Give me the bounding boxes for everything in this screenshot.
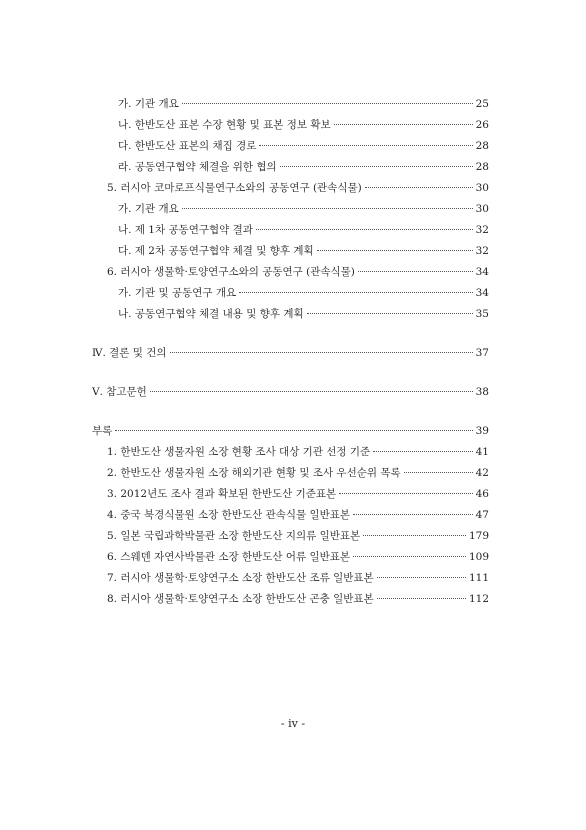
toc-entry xyxy=(107,550,489,564)
toc-chapter-entry xyxy=(92,346,489,360)
toc-label: 2. 한반도산 생물자원 소장 해외기관 현황 및 조사 우선순위 목록 xyxy=(107,467,401,479)
dot-leader xyxy=(365,187,473,188)
toc-page-number: 35 xyxy=(475,308,489,320)
toc-entry xyxy=(118,307,489,321)
dot-leader xyxy=(280,166,473,167)
toc-label: 다. 한반도산 표본의 채집 경로 xyxy=(118,140,257,152)
toc-entry xyxy=(118,118,489,132)
dot-leader xyxy=(353,514,473,515)
toc-label: 6. 러시아 생물학·토양연구소와의 공동연구 (관속식물) xyxy=(107,266,355,278)
toc-entry xyxy=(107,445,489,459)
toc-label: Ⅴ. 참고문헌 xyxy=(92,386,147,398)
toc-entry xyxy=(118,202,489,216)
dot-leader xyxy=(377,598,466,599)
toc-label: 3. 2012년도 조사 결과 확보된 한반도산 기준표본 xyxy=(107,488,337,500)
dot-leader xyxy=(182,208,473,209)
toc-page-number: 34 xyxy=(475,287,489,299)
toc-page-number: 32 xyxy=(475,245,489,257)
toc-page-number: 47 xyxy=(475,509,489,521)
toc-page-number: 26 xyxy=(475,119,489,131)
toc-label: 1. 한반도산 생물자원 소장 현황 조사 대상 기관 선정 기준 xyxy=(107,446,371,458)
toc-page-number: 41 xyxy=(475,446,489,458)
toc-entry xyxy=(118,160,489,174)
toc-page-number: 37 xyxy=(475,347,489,359)
toc-page-number: 179 xyxy=(468,530,489,542)
toc-label: 5. 러시아 코마로프식물연구소와의 공동연구 (관속식물) xyxy=(107,182,362,194)
toc-chapter-entry xyxy=(92,385,489,399)
dot-leader xyxy=(182,103,473,104)
toc-page-number: 112 xyxy=(468,593,489,605)
toc-page-number: 25 xyxy=(475,98,489,110)
dot-leader xyxy=(373,451,472,452)
dot-leader xyxy=(363,535,466,536)
dot-leader xyxy=(339,493,472,494)
toc-page-number: 42 xyxy=(475,467,489,479)
dot-leader xyxy=(150,391,473,392)
toc-entry xyxy=(118,286,489,300)
toc-page-number: 30 xyxy=(475,182,489,194)
dot-leader xyxy=(353,556,466,557)
dot-leader xyxy=(170,352,473,353)
dot-leader xyxy=(377,577,466,578)
dot-leader xyxy=(256,229,473,230)
toc-entry xyxy=(107,508,489,522)
toc-entry xyxy=(107,592,489,606)
toc-page-number: 109 xyxy=(468,551,489,563)
dot-leader xyxy=(404,472,473,473)
toc-page-number: 38 xyxy=(475,386,489,398)
toc-label: 가. 기관 개요 xyxy=(118,98,179,110)
toc-entry xyxy=(107,181,489,195)
dot-leader xyxy=(307,313,473,314)
dot-leader xyxy=(334,124,473,125)
toc-page-number: 34 xyxy=(475,266,489,278)
toc-label: 4. 중국 북경식물원 소장 한반도산 관속식물 일반표본 xyxy=(107,509,351,521)
toc-entry xyxy=(107,265,489,279)
toc-label: 6. 스웨덴 자연사박물관 소장 한반도산 어류 일반표본 xyxy=(107,551,351,563)
toc-entry xyxy=(107,466,489,480)
dot-leader xyxy=(259,145,472,146)
toc-label: 부록 xyxy=(92,425,113,437)
toc-page-number: 32 xyxy=(475,224,489,236)
toc-entry xyxy=(107,487,489,501)
toc-page-number: 39 xyxy=(475,425,489,437)
toc-label: 7. 러시아 생물학·토양연구소 소장 한반도산 조류 일반표본 xyxy=(107,572,374,584)
toc-page-number: 46 xyxy=(475,488,489,500)
dot-leader xyxy=(115,430,472,431)
toc-entry xyxy=(107,571,489,585)
toc-page-number: 28 xyxy=(475,161,489,173)
toc-label: 라. 공동연구협약 체결을 위한 협의 xyxy=(118,161,277,173)
toc-label: Ⅳ. 결론 및 건의 xyxy=(92,347,167,359)
toc-page-number: 111 xyxy=(468,572,489,584)
toc-label: 가. 기관 및 공동연구 개요 xyxy=(118,287,237,299)
dot-leader xyxy=(239,292,473,293)
toc-label: 5. 일본 국립과학박물관 소장 한반도산 지의류 일반표본 xyxy=(107,530,361,542)
toc-label: 가. 기관 개요 xyxy=(118,203,179,215)
toc-page-number: 30 xyxy=(475,203,489,215)
toc-chapter-entry xyxy=(92,424,489,438)
toc-entry xyxy=(107,529,489,543)
toc-entry xyxy=(118,139,489,153)
toc-entry xyxy=(118,97,489,111)
toc-entry xyxy=(118,244,489,258)
toc-entry xyxy=(118,223,489,237)
dot-leader xyxy=(358,271,473,272)
page-number-footer: - iv - xyxy=(280,717,306,730)
dot-leader xyxy=(317,250,473,251)
toc-label: 나. 한반도산 표본 수장 현황 및 표본 정보 확보 xyxy=(118,119,331,131)
toc-label: 나. 제 1차 공동연구협약 결과 xyxy=(118,224,253,236)
toc-label: 나. 공동연구협약 체결 내용 및 향후 계획 xyxy=(118,308,304,320)
toc-label: 8. 러시아 생물학·토양연구소 소장 한반도산 곤충 일반표본 xyxy=(107,593,374,605)
toc-page-number: 28 xyxy=(475,140,489,152)
toc-label: 다. 제 2차 공동연구협약 체결 및 향후 계획 xyxy=(118,245,314,257)
